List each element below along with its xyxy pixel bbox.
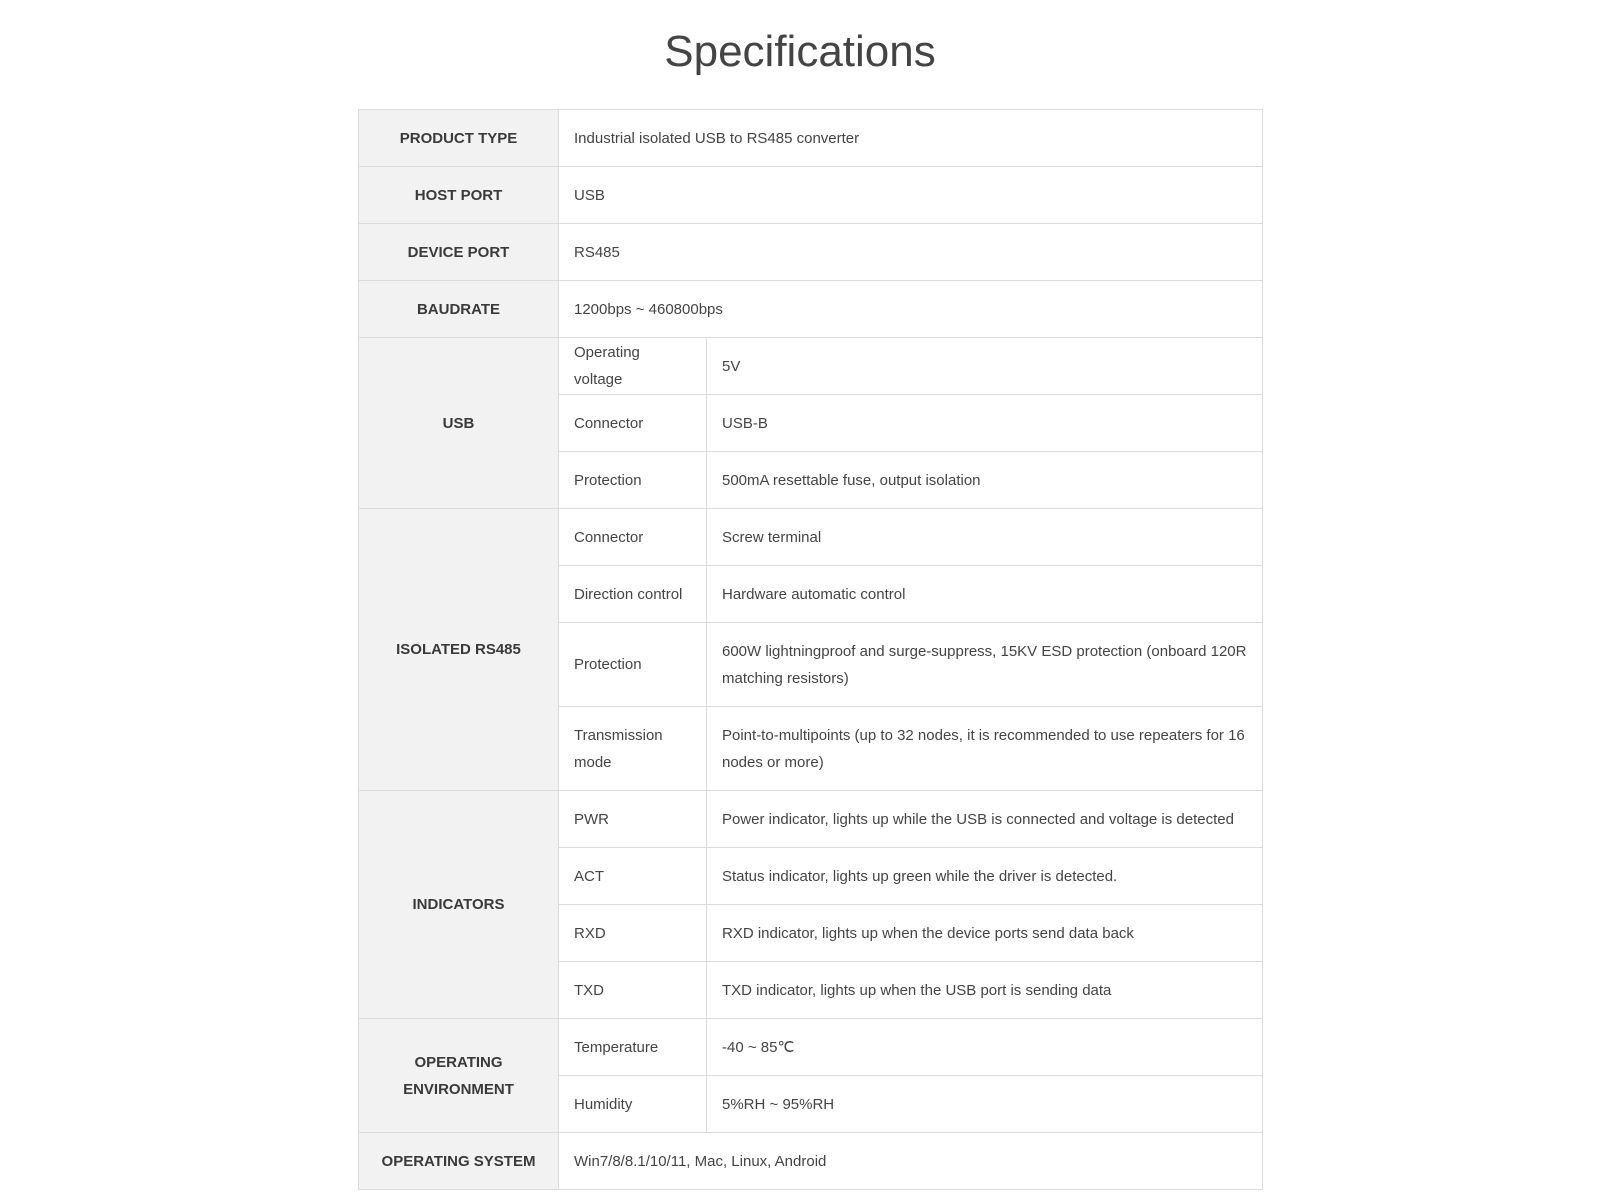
row-header: OPERATING SYSTEM	[359, 1133, 559, 1190]
row-header: BAUDRATE	[359, 281, 559, 338]
row-header: DEVICE PORT	[359, 224, 559, 281]
sub-label: TXD	[559, 962, 707, 1019]
sub-value: RXD indicator, lights up when the device ports send data back	[707, 905, 1263, 962]
sub-value: Screw terminal	[707, 509, 1263, 566]
group-header-environment: OPERATING ENVIRONMENT	[359, 1019, 559, 1133]
table-row-indicators	[359, 791, 1263, 848]
sub-value: Point-to-multipoints (up to 32 nodes, it is recommended to use repeaters for 16 nodes or more)	[707, 707, 1263, 791]
sub-value: 500mA resettable fuse, output isolation	[707, 452, 1263, 509]
row-value: 1200bps ~ 460800bps	[559, 281, 1263, 338]
table-row-baudrate	[359, 281, 1263, 338]
group-header-usb: USB	[359, 338, 559, 509]
sub-value: Power indicator, lights up while the USB is connected and voltage is detected	[707, 791, 1263, 848]
sub-value: Status indicator, lights up green while the driver is detected.	[707, 848, 1263, 905]
group-header-indicators: INDICATORS	[359, 791, 559, 1019]
sub-value: Hardware automatic control	[707, 566, 1263, 623]
page-title: Specifications	[664, 27, 936, 76]
sub-label: Operating voltage	[559, 338, 707, 395]
table-row-rs485	[359, 509, 1263, 566]
sub-value: USB-B	[707, 395, 1263, 452]
sub-label: ACT	[559, 848, 707, 905]
sub-label: Humidity	[559, 1076, 707, 1133]
sub-label: Direction control	[559, 566, 707, 623]
row-value: USB	[559, 167, 1263, 224]
sub-label: Transmission mode	[559, 707, 707, 791]
table-row-usb	[359, 338, 1263, 395]
row-value: Win7/8/8.1/10/11, Mac, Linux, Android	[559, 1133, 1263, 1190]
group-header-rs485: ISOLATED RS485	[359, 509, 559, 791]
row-value: RS485	[559, 224, 1263, 281]
table-row-product-type	[359, 110, 1263, 167]
sub-value: TXD indicator, lights up when the USB port is sending data	[707, 962, 1263, 1019]
row-header: HOST PORT	[359, 167, 559, 224]
sub-label: Connector	[559, 509, 707, 566]
table-row-os	[359, 1133, 1263, 1190]
sub-label: PWR	[559, 791, 707, 848]
sub-label: RXD	[559, 905, 707, 962]
table-row-host-port	[359, 167, 1263, 224]
sub-label: Protection	[559, 623, 707, 707]
sub-value: 5V	[707, 338, 1263, 395]
specifications-table	[358, 109, 1263, 1190]
sub-label: Temperature	[559, 1019, 707, 1076]
row-value: Industrial isolated USB to RS485 converter	[559, 110, 1263, 167]
sub-value: 5%RH ~ 95%RH	[707, 1076, 1263, 1133]
row-header: PRODUCT TYPE	[359, 110, 559, 167]
sub-label: Connector	[559, 395, 707, 452]
sub-label: Protection	[559, 452, 707, 509]
sub-value: -40 ~ 85℃	[707, 1019, 1263, 1076]
sub-value: 600W lightningproof and surge-suppress, 15KV ESD protection (onboard 120R matching resistors)	[707, 623, 1263, 707]
table-row-device-port	[359, 224, 1263, 281]
table-row-environment	[359, 1019, 1263, 1076]
